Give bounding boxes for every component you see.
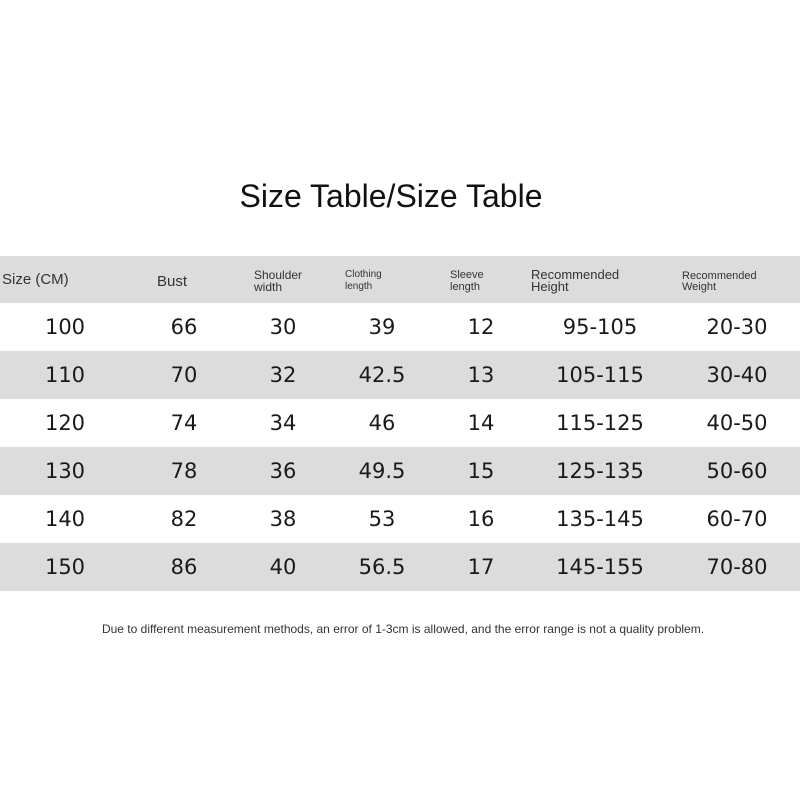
header-sleeve-length [436,256,526,303]
header-shoulder-width-label: Shoulder width [254,268,303,294]
header-recommended-weight [674,256,800,303]
table-row [0,447,800,495]
cell-sleeve-length: 12 [467,315,495,339]
header-size-label: Size (CM) [2,271,69,288]
cell-size: 140 [44,507,86,531]
cell-size: 110 [44,363,86,387]
cell-clothing-length: 46 [368,411,396,435]
cell-shoulder-width: 40 [269,555,297,579]
cell-clothing-length: 39 [368,315,396,339]
page-title: Size Table/Size Table [239,178,543,214]
footnote: Due to different measurement methods, an error of 1-3cm is allowed, and the error range is not a quality problem. [101,622,705,636]
cell-sleeve-length: 15 [467,459,495,483]
cell-shoulder-width: 34 [269,411,297,435]
cell-shoulder-width: 32 [269,363,297,387]
cell-size: 120 [44,411,86,435]
cell-recommended-height: 115-125 [556,411,644,435]
cell-bust: 86 [170,555,198,579]
header-recommended-height [526,256,674,303]
cell-clothing-length: 49.5 [358,459,406,483]
cell-recommended-height: 125-135 [556,459,644,483]
header-size [0,256,130,303]
cell-sleeve-length: 13 [467,363,495,387]
cell-recommended-height: 135-145 [556,507,644,531]
cell-shoulder-width: 30 [269,315,297,339]
cell-bust: 70 [170,363,198,387]
header-recommended-height-label: Recommended Height [531,267,620,294]
cell-bust: 82 [170,507,198,531]
cell-size: 150 [44,555,86,579]
cell-sleeve-length: 14 [467,411,495,435]
table-row [0,303,800,351]
header-bust [130,256,238,303]
header-sleeve-length-label: Sleeve length [450,269,484,293]
cell-shoulder-width: 36 [269,459,297,483]
size-table [0,256,800,591]
cell-bust: 74 [170,411,198,435]
cell-bust: 78 [170,459,198,483]
table-header-row [0,256,800,303]
cell-sleeve-length: 17 [467,555,495,579]
table-row [0,399,800,447]
cell-size: 130 [44,459,86,483]
cell-recommended-weight: 70-80 [706,555,768,579]
cell-recommended-weight: 60-70 [706,507,768,531]
cell-recommended-height: 145-155 [556,555,644,579]
header-bust-label: Bust [157,273,188,290]
header-clothing-length [328,256,436,303]
cell-clothing-length: 53 [368,507,396,531]
table-row [0,351,800,399]
cell-sleeve-length: 16 [467,507,495,531]
cell-shoulder-width: 38 [269,507,297,531]
cell-clothing-length: 56.5 [358,555,406,579]
table-row [0,495,800,543]
header-clothing-length-label: Clothing length [345,269,382,292]
cell-recommended-weight: 50-60 [706,459,768,483]
cell-size: 100 [44,315,86,339]
cell-bust: 66 [170,315,198,339]
header-shoulder-width [238,256,328,303]
header-recommended-weight-label: Recommended Weight [682,270,757,293]
cell-recommended-weight: 30-40 [706,363,768,387]
cell-clothing-length: 42.5 [358,363,406,387]
cell-recommended-height: 95-105 [562,315,638,339]
table-row [0,543,800,591]
cell-recommended-weight: 40-50 [706,411,768,435]
cell-recommended-weight: 20-30 [706,315,768,339]
cell-recommended-height: 105-115 [556,363,644,387]
